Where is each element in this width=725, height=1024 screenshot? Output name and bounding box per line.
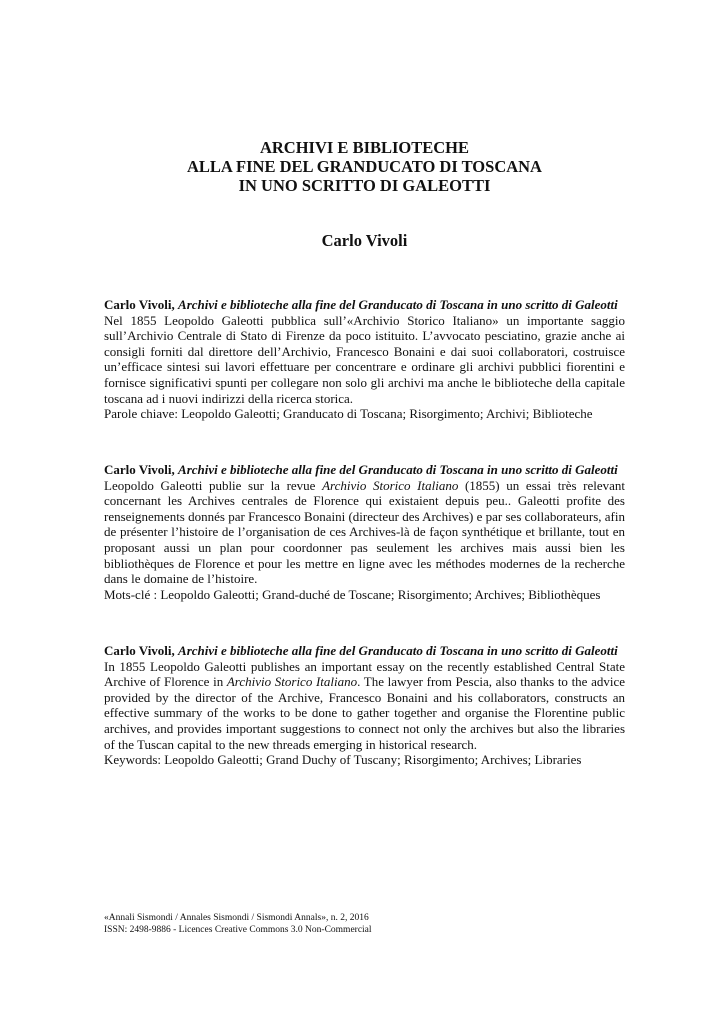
abstract-body-text: In 1855 Leopoldo Galeotti publishes an important essay on the recently established Central State Archive of Florence in: [104, 658, 625, 690]
abstract-body: [104, 313, 625, 407]
journal-title-italic: Archivio Storico Italiano: [226, 674, 358, 690]
author-name: Carlo Vivoli: [321, 231, 408, 250]
abstract-body-text: . The lawyer from Pescia, also thanks to the advice provided by the director of the Archive, Francesco Bonaini and his collaborators, constructs an effective summary of the works to be done to gather together and organise the Florentine public archives, and provides important suggestions to connect not only the archives but also the libraries of the Tuscan capital to the new threads emerging in historical research.: [104, 674, 626, 752]
abstract-heading-title: Archivi e biblioteche alla fine del Granducato di Toscana in uno scritto di Galeotti: [178, 643, 618, 658]
abstract-body: [104, 659, 625, 753]
footer-license: ISSN: 2498-9886 - Licences Creative Commons 3.0 Non-Commercial: [104, 924, 372, 935]
abstract-heading-author: Carlo Vivoli,: [104, 462, 175, 477]
abstract-keywords: Mots-clé : Leopoldo Galeotti; Grand-duché de Toscane; Risorgimento; Archives; Bibliothèques: [104, 586, 601, 602]
title-line-1: ARCHIVI E BIBLIOTECHE: [259, 138, 470, 157]
abstract-heading: [104, 462, 625, 478]
abstract-keywords: Keywords: Leopoldo Galeotti; Grand Duchy of Tuscany; Risorgimento; Archives; Libraries: [104, 752, 582, 768]
footer-citation: «Annali Sismondi / Annales Sismondi / Sismondi Annals», n. 2, 2016: [104, 913, 369, 923]
abstract-english: [104, 643, 625, 768]
abstract-heading: [104, 643, 625, 659]
abstract-italian: [104, 297, 625, 422]
abstract-heading-title: Archivi e biblioteche alla fine del Granducato di Toscana in uno scritto di Galeotti: [178, 297, 618, 312]
abstract-heading-title: Archivi e biblioteche alla fine del Granducato di Toscana in uno scritto di Galeotti: [178, 462, 618, 477]
journal-title-italic: Archivio Storico Italiano: [322, 477, 459, 493]
abstract-body-text: Leopoldo Galeotti publie sur la revue: [104, 477, 323, 493]
abstract-heading-author: Carlo Vivoli,: [104, 297, 175, 312]
abstract-body: [104, 478, 625, 587]
abstract-body-text: (1855) un essai très relevant concernant les Archives centrales de Florence qui existaient depuis peu.. Galeotti profite des renseignements donnés par Francesco Bonaini (directeur des Archives) e par ses collaborateurs, afin de présenter l’histoire de l’organisation de ces Archives-là de façon synthétique et brillante, tout en proposant aussi un plan pour coordonner pas seulement les archives mais aussi bien les bibliothèques de Florence et pour les mettre en ligne avec les méthodes modernes de la recherche dans le domaine de l’histoire.: [104, 477, 626, 587]
abstract-heading-author: Carlo Vivoli,: [104, 643, 175, 658]
paper-title: [104, 138, 625, 195]
abstract-french: [104, 462, 625, 602]
abstract-keywords: Parole chiave: Leopoldo Galeotti; Granducato di Toscana; Risorgimento; Archivi; Biblioteche: [104, 406, 593, 422]
abstract-body-text: Nel 1855 Leopoldo Galeotti pubblica sull’«Archivio Storico Italiano» un importante saggio sull’Archivio Centrale di Stato di Firenze da poco istituito. L’avvocato pesciatino, grazie anche ai consigli forniti dal direttore dell’Archivio, Francesco Bonaini e dai suoi collaboratori, costruisce un’efficace sintesi sui lavori effettuare per concentrare e ordinare gli archivi pubblici fiorentini e fornisce significativi spunti per collegare non solo gli archivi ma anche le biblioteche della capitale toscana ad i nuovi indirizzi della ricerca storica.: [104, 312, 625, 406]
abstract-heading: [104, 297, 625, 313]
title-line-3: IN UNO SCRITTO DI GALEOTTI: [238, 176, 491, 195]
page-footer: [104, 913, 625, 936]
title-line-2: ALLA FINE DEL GRANDUCATO DI TOSCANA: [187, 157, 542, 176]
